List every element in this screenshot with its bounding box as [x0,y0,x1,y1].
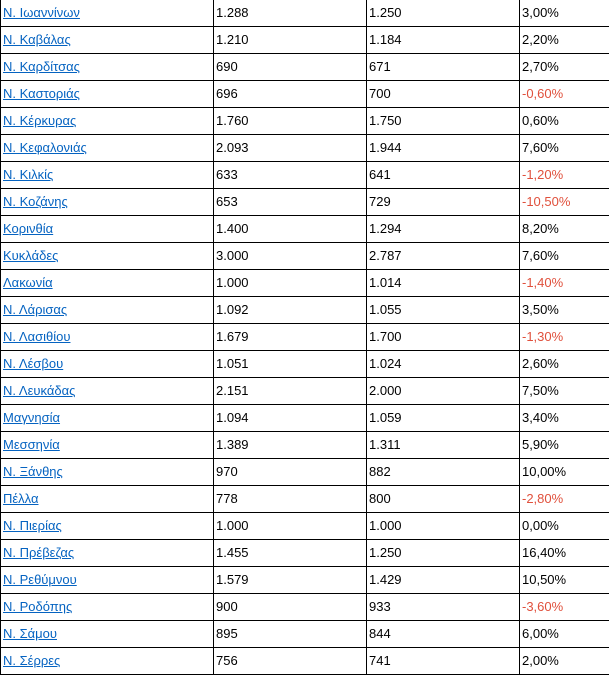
region-link[interactable]: Ν. Σέρρες [1,648,214,675]
value-cell-a: 1.400 [214,216,367,243]
change-percent-cell: -1,20% [520,162,609,189]
table-row [1,378,609,405]
value-cell-b: 1.184 [367,27,520,54]
value-cell-b: 1.024 [367,351,520,378]
table-row [1,81,609,108]
value-cell-b: 1.750 [367,108,520,135]
value-cell-a: 1.288 [214,0,367,27]
value-cell-b: 1.250 [367,0,520,27]
value-cell-a: 1.389 [214,432,367,459]
change-percent-cell: 2,60% [520,351,609,378]
value-cell-b: 882 [367,459,520,486]
change-percent-cell: 2,70% [520,54,609,81]
value-cell-a: 1.579 [214,567,367,594]
change-percent-cell: 8,20% [520,216,609,243]
value-cell-a: 1.000 [214,513,367,540]
value-cell-b: 2.000 [367,378,520,405]
table-row [1,648,609,675]
table-row [1,189,609,216]
region-link[interactable]: Ν. Ροδόπης [1,594,214,621]
table-row [1,405,609,432]
region-link[interactable]: Ν. Λασιθίου [1,324,214,351]
region-link[interactable]: Ν. Κέρκυρας [1,108,214,135]
region-link[interactable]: Μαγνησία [1,405,214,432]
region-link[interactable]: Ν. Καστοριάς [1,81,214,108]
value-cell-b: 741 [367,648,520,675]
change-percent-cell: 7,50% [520,378,609,405]
region-link[interactable]: Ν. Κεφαλονιάς [1,135,214,162]
table-row [1,135,609,162]
value-cell-a: 1.455 [214,540,367,567]
region-link[interactable]: Ν. Πιερίας [1,513,214,540]
region-link[interactable]: Ν. Καβάλας [1,27,214,54]
change-percent-cell: 3,00% [520,0,609,27]
value-cell-b: 844 [367,621,520,648]
value-cell-a: 653 [214,189,367,216]
value-cell-b: 671 [367,54,520,81]
region-link[interactable]: Κυκλάδες [1,243,214,270]
table-row [1,351,609,378]
value-cell-a: 1.760 [214,108,367,135]
value-cell-a: 1.092 [214,297,367,324]
table-row [1,540,609,567]
value-cell-b: 1.000 [367,513,520,540]
value-cell-a: 2.093 [214,135,367,162]
change-percent-cell: 5,90% [520,432,609,459]
region-link[interactable]: Ν. Καρδίτσας [1,54,214,81]
value-cell-a: 696 [214,81,367,108]
value-cell-b: 641 [367,162,520,189]
region-link[interactable]: Ν. Σάμου [1,621,214,648]
table-row [1,459,609,486]
value-cell-b: 1.429 [367,567,520,594]
value-cell-b: 2.787 [367,243,520,270]
table-row [1,0,609,27]
table-row [1,108,609,135]
value-cell-a: 895 [214,621,367,648]
region-link[interactable]: Ν. Κιλκίς [1,162,214,189]
table-row [1,567,609,594]
change-percent-cell: 7,60% [520,243,609,270]
change-percent-cell: -1,40% [520,270,609,297]
value-cell-a: 1.000 [214,270,367,297]
change-percent-cell: 6,00% [520,621,609,648]
region-link[interactable]: Ν. Ρεθύμνου [1,567,214,594]
region-link[interactable]: Ν. Λέσβου [1,351,214,378]
value-cell-a: 2.151 [214,378,367,405]
value-cell-a: 756 [214,648,367,675]
value-cell-b: 800 [367,486,520,513]
change-percent-cell: 0,00% [520,513,609,540]
change-percent-cell: 3,50% [520,297,609,324]
value-cell-b: 729 [367,189,520,216]
table-body [1,0,609,675]
table-row [1,54,609,81]
value-cell-b: 933 [367,594,520,621]
value-cell-a: 970 [214,459,367,486]
change-percent-cell: -3,60% [520,594,609,621]
table-row [1,297,609,324]
value-cell-a: 3.000 [214,243,367,270]
change-percent-cell: 2,20% [520,27,609,54]
value-cell-a: 1.094 [214,405,367,432]
region-link[interactable]: Ν. Ιωαννίνων [1,0,214,27]
value-cell-b: 1.059 [367,405,520,432]
change-percent-cell: 7,60% [520,135,609,162]
region-link[interactable]: Μεσσηνία [1,432,214,459]
region-link[interactable]: Ν. Πρέβεζας [1,540,214,567]
table-row [1,621,609,648]
table-row [1,486,609,513]
table-row [1,594,609,621]
table-row [1,162,609,189]
table-row [1,513,609,540]
region-link[interactable]: Ν. Λευκάδας [1,378,214,405]
value-cell-a: 1.210 [214,27,367,54]
change-percent-cell: 0,60% [520,108,609,135]
value-cell-b: 1.294 [367,216,520,243]
value-cell-b: 1.014 [367,270,520,297]
table-row [1,432,609,459]
value-cell-b: 1.250 [367,540,520,567]
value-cell-b: 1.055 [367,297,520,324]
change-percent-cell: 10,00% [520,459,609,486]
region-link[interactable]: Ν. Ξάνθης [1,459,214,486]
change-percent-cell: 10,50% [520,567,609,594]
table-row [1,324,609,351]
table-row [1,270,609,297]
value-cell-a: 1.051 [214,351,367,378]
table-row [1,27,609,54]
value-cell-a: 633 [214,162,367,189]
value-cell-a: 690 [214,54,367,81]
table-row [1,243,609,270]
region-link[interactable]: Πέλλα [1,486,214,513]
value-cell-a: 1.679 [214,324,367,351]
value-cell-a: 778 [214,486,367,513]
region-link[interactable]: Ν. Λάρισας [1,297,214,324]
value-cell-b: 1.700 [367,324,520,351]
change-percent-cell: -10,50% [520,189,609,216]
region-link[interactable]: Λακωνία [1,270,214,297]
change-percent-cell: -1,30% [520,324,609,351]
change-percent-cell: 2,00% [520,648,609,675]
value-cell-b: 700 [367,81,520,108]
table-row [1,216,609,243]
change-percent-cell: 16,40% [520,540,609,567]
value-cell-b: 1.944 [367,135,520,162]
value-cell-a: 900 [214,594,367,621]
change-percent-cell: 3,40% [520,405,609,432]
change-percent-cell: -2,80% [520,486,609,513]
region-link[interactable]: Ν. Κοζάνης [1,189,214,216]
region-link[interactable]: Κορινθία [1,216,214,243]
change-percent-cell: -0,60% [520,81,609,108]
value-cell-b: 1.311 [367,432,520,459]
